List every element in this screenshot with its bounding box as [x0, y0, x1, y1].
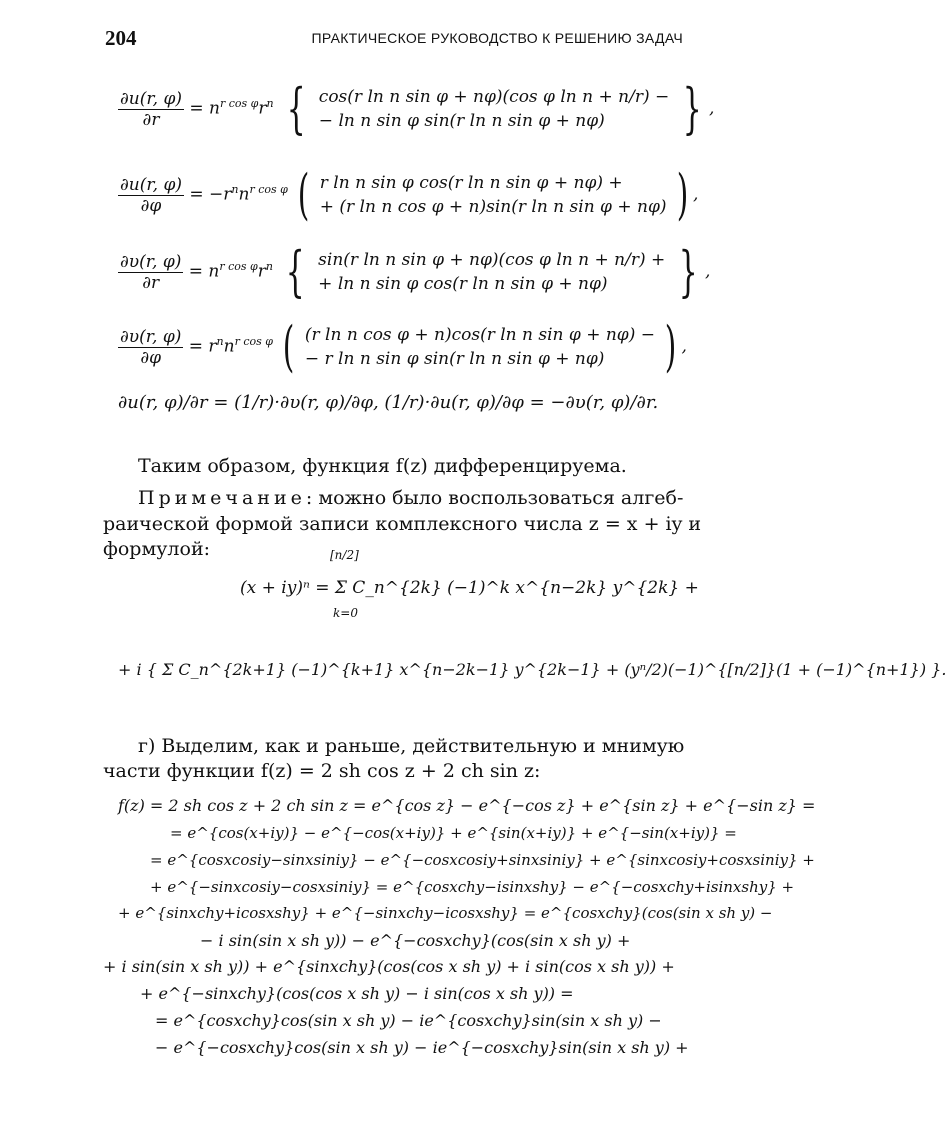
- formula-line-8: + e^{−sinxchy}(cos(cos x sh y) − i sin(cos x sh y)) =: [140, 984, 574, 1003]
- binomial-formula-line-2: + i { Σ C_n^{2k+1} (−1)^{k+1} x^{n−2k−1} y^{2k−1} + (yⁿ/2)(−1)^{[n/2]}(1 + (−1)^{n+1}) }.: [118, 660, 946, 679]
- formula-line-9: = e^{cosxchy}cos(sin x sh y) − ie^{cosxchy}sin(sin x sh y) −: [155, 1011, 662, 1030]
- formula-line-3: = e^{cosxcosiy−sinxsiniy} − e^{−cosxcosiy+sinxsiniy} + e^{sinxcosiy+cosxsiniy} +: [150, 851, 815, 869]
- cauchy-riemann-equations: ∂u(r, φ)/∂r = (1/r)·∂υ(r, φ)/∂φ, (1/r)·∂u(r, φ)/∂φ = −∂υ(r, φ)/∂r.: [118, 392, 659, 413]
- equation-du-dphi: $\frac{\partial u(r, \varphi)}{\partial\varphi}$ = $-r^nn^{r cos \varphi}$ ( r ln n sin φ cos(r ln n sin φ + nφ) + + (r ln n cos φ + n)sin(r ln n sin φ + nφ) ) ,: [120, 163, 699, 226]
- page-number: 204: [105, 26, 137, 50]
- note-line-2: раической формой записи комплексного числа z = x + iy и: [103, 513, 702, 535]
- fraction: $\frac{\partial u(r, \varphi)}{\partial r}$: [120, 88, 182, 130]
- formula-line-6: − i sin(sin x sh y)) − e^{−cosxchy}(cos(sin x sh y) +: [200, 931, 631, 950]
- formula-line-7: + i sin(sin x sh y)) + e^{sinxchy}(cos(cos x sh y) + i sin(cos x sh y)) +: [103, 957, 675, 976]
- page-header: [80, 26, 683, 52]
- formula-line-4: + e^{−sinxcosiy−cosxsiniy} = e^{cosxchy−isinxshy} − e^{−cosxchy+isinxshy} +: [150, 878, 795, 896]
- formula-line-2: = e^{cos(x+iy)} − e^{−cos(x+iy)} + e^{sin(x+iy)} + e^{−sin(x+iy)} =: [170, 824, 737, 842]
- binomial-formula-line-1: (x + iy)ⁿ = Σ C_n^{2k} (−1)^k x^{n−2k} y^{2k} +: [240, 578, 699, 598]
- equation-dv-dr: $\frac{\partial\upsilon(r, \varphi)}{\partial r}$ = $n^{r cos \varphi}r^n$ { sin(r ln n sin φ + nφ)(cos φ ln n + n/r) + + ln n sin φ cos(r ln n sin φ + nφ) } ,: [120, 240, 711, 303]
- note-label: Примечание: [138, 487, 306, 509]
- equation-du-dr: $\frac{\partial u(r, \varphi)}{\partial r}$ = $n^{r cos \varphi}r^n$ { cos(r ln n sin φ + nφ)(cos φ ln n + n/r) − − ln n sin φ sin(r ln n sin φ + nφ) } ,: [120, 77, 715, 140]
- formula-line-1: f(z) = 2 sh cos z + 2 ch sin z = e^{cos z} − e^{−cos z} + e^{sin z} + e^{−sin z} =: [118, 796, 816, 815]
- note-line-3: формулой:: [103, 538, 211, 560]
- equation-dv-dphi: $\frac{\partial\upsilon(r, \varphi)}{\partial\varphi}$ = $r^nn^{r cos \varphi}$ ( (r ln n cos φ + n)cos(r ln n sin φ + nφ) − − r ln n sin φ sin(r ln n sin φ + nφ) ) ,: [120, 315, 687, 378]
- note-line-1: Примечание: можно было воспользоваться алгеб-: [138, 487, 684, 509]
- sum-lower-limit: k=0: [333, 606, 358, 620]
- formula-line-10: − e^{−cosxchy}cos(sin x sh y) − ie^{−cosxchy}sin(sin x sh y) +: [155, 1038, 689, 1057]
- part-g-line-2: части функции f(z) = 2 sh cos z + 2 ch sin z:: [103, 760, 541, 782]
- paragraph-conclusion: Таким образом, функция f(z) дифференцируема.: [138, 455, 627, 477]
- running-title: ПРАКТИЧЕСКОЕ РУКОВОДСТВО К РЕШЕНИЮ ЗАДАЧ: [311, 30, 683, 46]
- sum-upper-limit: [n/2]: [330, 548, 359, 562]
- part-g-line-1: г) Выделим, как и раньше, действительную и мнимую: [138, 735, 685, 757]
- formula-line-5: + e^{sinxchy+icosxshy} + e^{−sinxchy−icosxshy} = e^{cosxchy}(cos(sin x sh y) −: [118, 904, 773, 922]
